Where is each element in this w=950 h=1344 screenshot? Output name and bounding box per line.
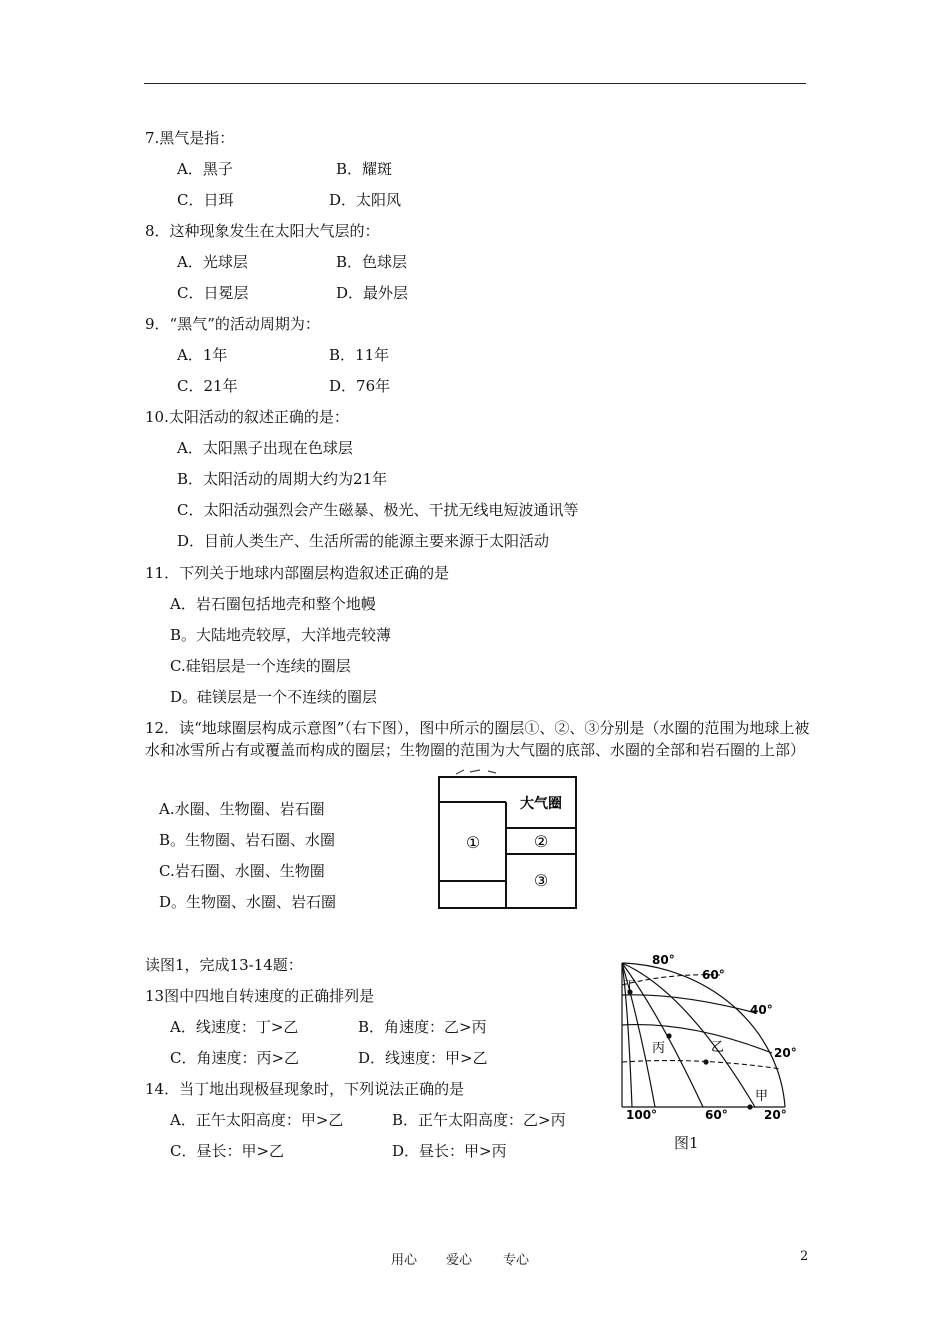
figure-1-graticule (600, 945, 800, 1155)
atmosphere-label: 大气圈 (520, 796, 562, 812)
lat-20-label: 20° (774, 1046, 797, 1060)
q14-option-c: C．昼长：甲>乙 (170, 1142, 285, 1160)
q12-option-d: D。生物圈、水圈、岩石圈 (159, 893, 337, 911)
q14-stem: 14．当丁地出现极昼现象时，下列说法正确的是 (145, 1080, 465, 1098)
q14-option-d: D．昼长：甲>丙 (392, 1142, 507, 1160)
q10-option-a: A．太阳黑子出现在色球层 (177, 439, 353, 457)
q13-option-a: A．线速度：丁>乙 (170, 1018, 299, 1036)
q12-option-a: A.水圈、生物圈、岩石圈 (159, 800, 325, 818)
page-number: 2 (800, 1249, 809, 1264)
q13-option-b: B．角速度：乙>丙 (358, 1018, 487, 1036)
q7-option-c: C．日珥 (177, 191, 234, 209)
lon-100-label: 100° (626, 1108, 658, 1122)
footer-motto-2: 爱心 (446, 1253, 473, 1268)
q9-stem: 9．“黑气”的活动周期为： (145, 315, 320, 333)
q11-option-a: A．岩石圈包括地壳和整个地幔 (170, 595, 376, 613)
q9-option-b: B．11年 (329, 346, 390, 364)
sphere-structure-diagram (430, 762, 590, 914)
sphere-label-3: ③ (533, 871, 549, 890)
q11-option-d: D。硅镁层是一个不连续的圈层 (170, 688, 378, 706)
q12-option-b: B。生物圈、岩石圈、水圈 (159, 831, 336, 849)
lon-60-label: 60° (705, 1108, 728, 1122)
q13-option-c: C．角速度：丙>乙 (170, 1049, 300, 1067)
q11-option-c: C.硅铝层是一个连续的圈层 (170, 657, 351, 675)
q7-stem: 7.黑气是指： (145, 129, 235, 147)
footer-motto-1: 用心 (391, 1253, 418, 1268)
q7-option-b: B．耀斑 (336, 160, 393, 178)
sphere-label-1: ① (465, 833, 481, 852)
q10-option-c: C．太阳活动强烈会产生磁暴、极光、干扰无线电短波通讯等 (177, 501, 579, 519)
point-jia-label: 甲 (755, 1089, 769, 1104)
q14-option-a: A．正午太阳高度：甲>乙 (170, 1111, 344, 1129)
q10-stem: 10.太阳活动的叙述正确的是： (145, 408, 349, 426)
sphere-label-2: ② (533, 832, 549, 851)
intro-13-14: 读图1，完成13-14题： (145, 956, 303, 974)
q8-option-a: A．光球层 (177, 253, 248, 271)
point-ding-label: 丁 (623, 979, 637, 994)
lat-80-label: 80° (652, 953, 675, 967)
lon-20-label: 20° (764, 1108, 787, 1122)
q8-option-d: D．最外层 (336, 284, 409, 302)
q8-option-c: C．日冕层 (177, 284, 249, 302)
q10-option-d: D．目前人类生产、生活所需的能源主要来源于太阳活动 (177, 532, 550, 550)
q12-option-c: C.岩石圈、水圈、生物圈 (159, 862, 325, 880)
point-bing-label: 丙 (652, 1041, 666, 1056)
q9-option-c: C．21年 (177, 377, 238, 395)
q11-option-b: B。大陆地壳较厚，大洋地壳较薄 (170, 626, 392, 644)
q14-option-b: B．正午太阳高度：乙>丙 (392, 1111, 566, 1129)
q8-option-b: B．色球层 (336, 253, 408, 271)
q13-option-d: D．线速度：甲>乙 (358, 1049, 488, 1067)
lat-40-label: 40° (750, 1003, 773, 1017)
q7-option-a: A．黑子 (177, 160, 233, 178)
figure-1-caption: 图1 (674, 1134, 699, 1152)
q11-stem: 11．下列关于地球内部圈层构造叙述正确的是 (145, 564, 450, 582)
q9-option-d: D．76年 (329, 377, 391, 395)
q9-option-a: A．1年 (177, 346, 228, 364)
header-rule (144, 83, 806, 84)
q13-stem: 13图中四地自转速度的正确排列是 (145, 987, 375, 1005)
q8-stem: 8．这种现象发生在太阳大气层的： (145, 222, 380, 240)
lat-60-label: 60° (702, 968, 725, 982)
point-yi-label: 乙 (711, 1040, 725, 1055)
q10-option-b: B．太阳活动的周期大约为21年 (177, 470, 388, 488)
q7-option-d: D．太阳风 (329, 191, 402, 209)
q12-stem: 12．读“地球圈层构成示意图”（右下图），图中所示的圈层①、②、③分别是（水圈的范围为地球上被水和冰雪所占有或覆盖而构成的圈层；生物圈的范围为大气圈的底部、水圈的全部和岩石圈的上部） (145, 719, 810, 759)
footer-motto-3: 专心 (503, 1253, 530, 1268)
